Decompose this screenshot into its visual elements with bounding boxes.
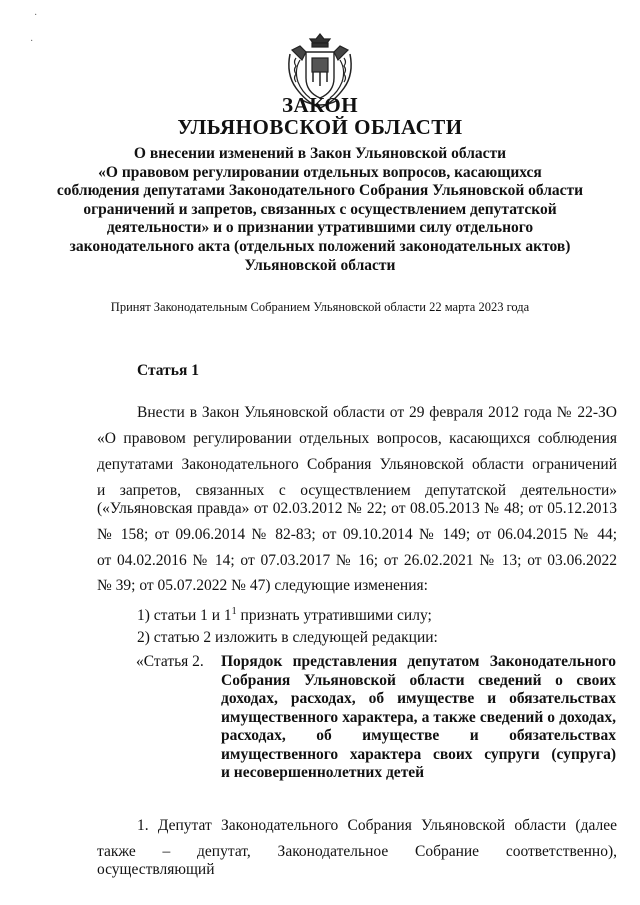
article-2-prefix: «Статья 2. — [136, 653, 204, 670]
law-subtitle-line: ограничений и запретов, связанных с осуществлением депутатской — [83, 200, 557, 218]
adoption-note: Принят Законодательным Собранием Ульяновской области 22 марта 2023 года — [110, 300, 530, 314]
article-text-line: и запретов, связанных с осуществлением депутатской деятельности» — [97, 482, 617, 499]
article-2-heading-line: Собрания Ульяновской области сведений о своих — [221, 671, 616, 689]
article-text-line: депутатами Законодательного Собрания Ульяновской области ограничений — [97, 456, 617, 473]
law-title-region: УЛЬЯНОВСКОЙ ОБЛАСТИ — [177, 115, 463, 139]
article-2-heading-line: расходах, об имуществе и обязательствах — [221, 727, 616, 744]
article-text-line: № 158; от 09.06.2014 № 82-83; от 09.10.2014 № 149; от 06.04.2015 № 44; — [97, 526, 617, 543]
amendment-item-text: признать утратившими силу; — [236, 607, 432, 625]
article-text-line: «О правовом регулировании отдельных вопросов, касающихся соблюдения — [97, 430, 617, 447]
law-subtitle-line: О внесении изменений в Закон Ульяновской области — [133, 145, 507, 162]
superscript: 1 — [231, 606, 237, 617]
article-2-text-line: 1. Депутат Законодательного Собрания Ульяновской области (далее — [137, 817, 617, 834]
law-subtitle-line: соблюдения депутатами Законодательного Собрания Ульяновской области — [56, 182, 584, 200]
article-text-line: («Ульяновская правда» от 02.03.2012 № 22; от 08.05.2013 № 48; от 05.12.2013 — [97, 500, 617, 517]
law-subtitle-line: деятельности» и о признании утратившими силу отдельного — [106, 219, 534, 237]
law-subtitle-line: Ульяновской области — [244, 256, 396, 274]
article-heading: Статья 1 — [137, 362, 199, 379]
amendment-item: 2) статью 2 изложить в следующей редакции: — [137, 629, 438, 646]
article-text-line: Внести в Закон Ульяновской области от 29 февраля 2012 года № 22-ЗО — [137, 404, 617, 421]
law-subtitle-line: «О правовом регулировании отдельных вопросов, касающихся — [98, 163, 542, 181]
article-2-heading-line: Порядок представления депутатом Законодательного — [221, 653, 616, 670]
article-text-line: № 39; от 05.07.2022 № 47) следующие изменения: — [97, 577, 428, 594]
scan-mark: · — [34, 10, 38, 21]
amendment-item — [137, 603, 432, 625]
article-2-heading-line: имущественного характера, а также сведений о доходах, — [221, 708, 616, 726]
scan-mark: · — [30, 36, 34, 47]
article-2-heading-line: доходах, расходах, об имуществе и обязательствах — [221, 690, 616, 707]
article-2-heading-line: и несовершеннолетних детей — [221, 764, 425, 781]
article-text-line: от 04.02.2016 № 14; от 07.03.2017 № 16; от 26.02.2021 № 13; от 03.06.2022 — [97, 552, 617, 569]
article-2-heading-line: имущественного характера своих супруги (супруга) — [221, 745, 616, 763]
article-2-text-line: также – депутат, Законодательное Собрание соответственно), осуществляющий — [97, 843, 617, 878]
law-title: ЗАКОН — [281, 93, 359, 117]
law-subtitle-line: законодательного акта (отдельных положений законодательных актов) — [69, 238, 571, 255]
amendment-item-text: 1) статьи 1 и 1 — [137, 607, 232, 625]
